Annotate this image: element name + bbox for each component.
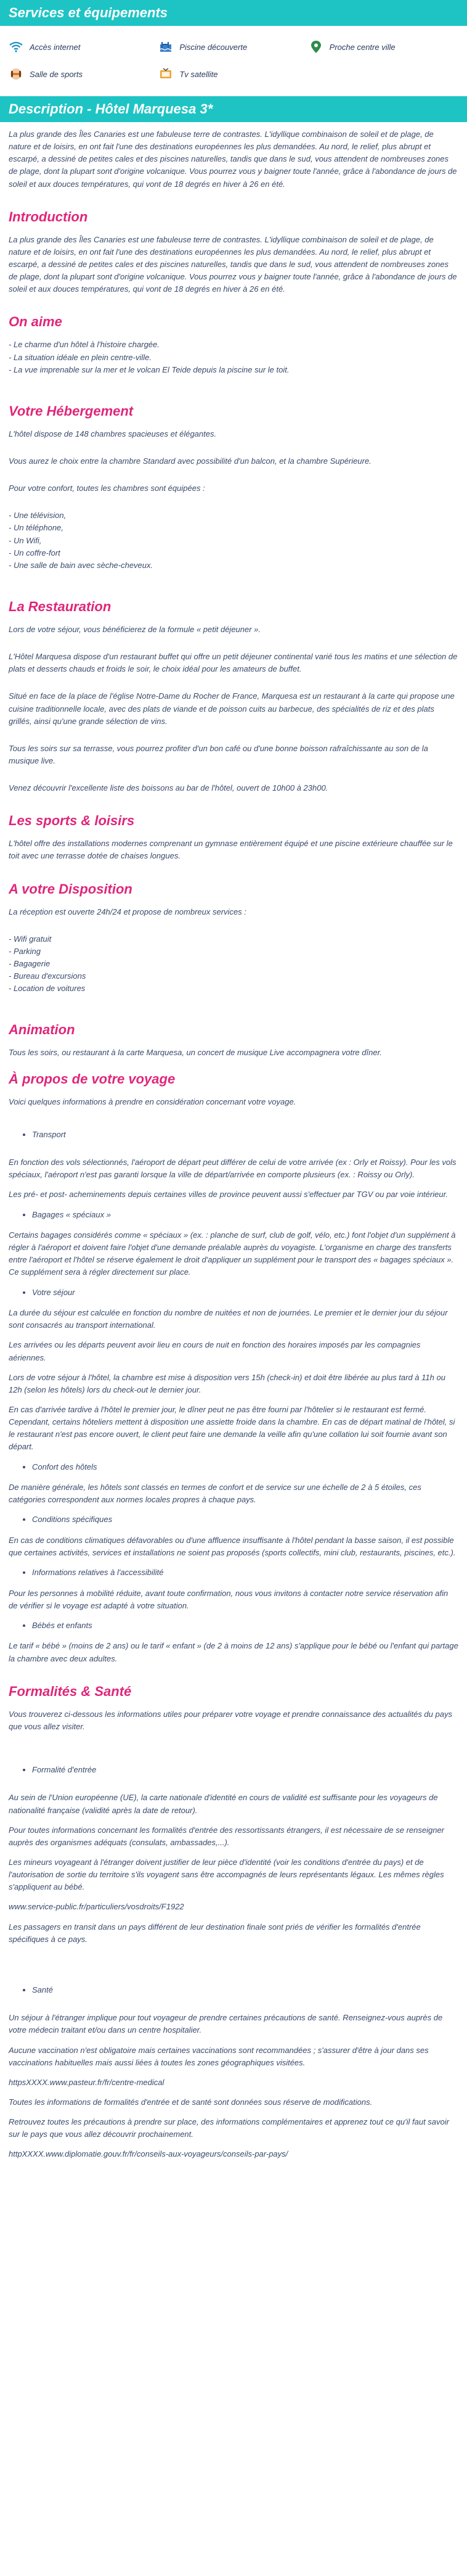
animation-text: Tous les soirs, ou restaurant à la carte Marquesa, un concert de musique Live accompagnera votre dîner.	[9, 1048, 383, 1058]
pool-icon	[158, 39, 173, 54]
animation-title: Animation	[9, 1022, 75, 1038]
entree-heading	[9, 1764, 458, 1776]
transport-label: • Transport	[32, 1129, 458, 1141]
service-gym	[9, 67, 158, 81]
access-p1: Pour les personnes à mobilité réduite, avant toute confirmation, nous vous invitons à contacter notre service réservation afin de vérifier si le voyage est adapté à votre situation.	[9, 1588, 449, 1610]
bagages-p1: Certains bagages considérés comme « spéciaux » (ex. : planche de surf, club de golf, vélo, etc.) font l'objet d'un supplément à régler à l'aéroport et doivent faire l'objet d'une demande préalable auprès du voyagiste. L'organisme en charge des transferts entre l'aéroport et l'hôtel se réserve également le droit d'appliquer un supplément pour le transport des « bagages spéciaux ». Ce supplément sera à régler directement sur place.	[9, 1230, 456, 1277]
entree-link[interactable]: www.service-public.fr/particuliers/vosdroits/F1922	[9, 1902, 184, 1912]
entree-p2: Pour toutes informations concernant les formalités d'entrée des ressortissants étrangers, il est nécessaire de se renseigner auprès des organismes adéquats (consulats, ambassades,...).	[9, 1825, 445, 1847]
on-aime-title: On aime	[9, 314, 62, 330]
hebergement-title: Votre Hébergement	[9, 403, 134, 419]
sante-link-2[interactable]: httpXXXX.www.diplomatie.gouv.fr/fr/conseils-aux-voyageurs/conseils-par-pays/	[9, 2149, 288, 2159]
confort-heading	[9, 1461, 458, 1473]
wifi-icon	[9, 39, 23, 54]
hebergement-p2: Vous aurez le choix entre la chambre Standard avec possibilité d'un balcon, et la chambre Supérieure.	[9, 456, 372, 466]
description-body	[0, 122, 467, 191]
bebes-label: • Bébés et enfants	[32, 1619, 458, 1632]
restauration-p2: L'Hôtel Marquesa dispose d'un restaurant buffet qui offre un petit déjeuner continental varié tous les matins et une sélection de plats et desserts chauds et froids le soir, le choix idéal pour les amateurs de buffet.	[9, 652, 458, 674]
sejour-heading	[9, 1286, 458, 1299]
entree-p3: Les mineurs voyageant à l'étranger doivent justifier de leur pièce d'identité (voir les conditions d'entrée du pays) et de l'autorisation de sortie du territoire s'ils voyagent sans être accompagnés de leurs représentants légaux. Les mêmes règles s'appliquent au bébé.	[9, 1857, 444, 1892]
service-pool	[158, 39, 308, 54]
service-tv	[158, 67, 308, 81]
service-label: Proche centre ville	[329, 42, 396, 52]
entree-p4: Les passagers en transit dans un pays différent de leur destination finale sont priés de vérifier les formalités d'entrée spécifiques à ce pays.	[9, 1922, 421, 1944]
disposition-item: - Location de voitures	[9, 984, 86, 994]
restauration-p4: Tous les soirs sur sa terrasse, vous pourrez profiter d'un bon café ou d'une bonne boisson rafraîchissante au son de la musique live.	[9, 743, 428, 765]
service-label: Tv satellite	[179, 69, 218, 79]
sante-link[interactable]: httpsXXXX.www.pasteur.fr/fr/centre-medical	[9, 2077, 164, 2087]
sante-p3: Toutes les informations de formalités d'entrée et de santé sont données sous réserve de modifications.	[9, 2097, 373, 2107]
introduction-text: La plus grande des Îles Canaries est une fabuleuse terre de contrastes. L'idyllique combinaison de soleil et de plage, de nature et de loisirs, en ont fait l'une des destinations européennes les plus demandées. Au nord, le relief, plus abrupt et escarpé, a dessiné de petites cales et des piscines naturelles, tandis que dans le sud, vous attendent de nombreuses zones de plage, dont la plupart sont d'origine volcanique. Vous pourrez vous y baigner toute l'année, grâce à l'abondance de jours de soleil et aux douces températures, qui vont de 18 degrés en hiver à 26 en été.	[9, 234, 457, 294]
service-location	[309, 39, 458, 54]
location-pin-icon	[309, 39, 323, 54]
sante-p4: Retrouvez toutes les précautions à prendre sur place, des informations complémentaires et apprenez tout ce qu'il faut savoir sur le pays que vous allez découvrir prochainement.	[9, 2117, 449, 2139]
hebergement-item: - Une télévision,	[9, 511, 67, 521]
hebergement-item: - Un téléphone,	[9, 523, 63, 533]
transport-p1: En fonction des vols sélectionnés, l'aéroport de départ peut différer de celui de votre arrivée (ex : Orly et Roissy). Pour les vols spéciaux, l'aéroport n'est pas garanti lorsque la ville de départ/arrivée en comporte plusieurs (ex. : Roissy ou Orly).	[9, 1158, 457, 1180]
disposition-item: - Wifi gratuit	[9, 934, 52, 944]
entree-p1: Au sein de l'Union européenne (UE), la carte nationale d'identité en cours de validité est suffisante pour les voyageurs de nationalité française (validité après la date de retour).	[9, 1793, 438, 1815]
confort-label: • Confort des hôtels	[32, 1461, 458, 1473]
restauration-p3: Situé en face de la place de l'église Notre-Dame du Rocher de France, Marquesa est un restaurant à la carte qui propose une cuisine traditionnelle locale, avec des plats de viande et de poisson cuits au barbecue, des spécialités de riz et des plats grillés, ainsi qu'une grande sélection de vins.	[9, 691, 455, 726]
on-aime-item: - La vue imprenable sur la mer et le volcan El Teide depuis la piscine sur le toit.	[9, 364, 290, 374]
service-label: Piscine découverte	[179, 42, 248, 52]
introduction-section	[0, 209, 467, 2161]
sante-label: • Santé	[32, 1984, 458, 1996]
apropos-intro: Voici quelques informations à prendre en considération concernant votre voyage.	[9, 1097, 296, 1107]
services-header: Services et équipements	[0, 0, 467, 26]
service-internet	[9, 39, 158, 54]
sports-title: Les sports & loisirs	[9, 813, 135, 829]
sejour-p1: La durée du séjour est calculée en fonction du nombre de nuitées et non de journées. Le premier et le dernier jour du séjour sont consacrés au transport international.	[9, 1308, 448, 1330]
hebergement-p1: L'hôtel dispose de 148 chambres spacieuses et élégantes.	[9, 429, 217, 438]
sante-p2: Aucune vaccination n'est obligatoire mais certaines vaccinations sont recommandées ; s'assurer d'être à jour dans ses vaccinations habituelles mais aussi liées à toutes les zones géographiques visitées.	[9, 2045, 429, 2067]
disposition-title: A votre Disposition	[9, 881, 132, 897]
hebergement-p3: Pour votre confort, toutes les chambres sont équipées :	[9, 484, 205, 493]
tv-icon	[158, 67, 173, 81]
sejour-p4: En cas d'arrivée tardive à l'hôtel le premier jour, le dîner peut ne pas être fourni par l'hôtelier si le restaurant est fermé. Cependant, certains hôteliers mettent à disposition une assiette froide dans la chambre. En cas de départ matinal de l'hôtel, si le restaurant n'est pas encore ouvert, le client peut faire une demande la veille afin qu'une collation lui soit fournie avant son départ.	[9, 1404, 455, 1452]
bagages-heading	[9, 1209, 458, 1221]
hebergement-item: - Un Wifi,	[9, 535, 42, 545]
sports-text: L'hôtel offre des installations modernes comprenant un gymnase entièrement équipé et une piscine extérieure chauffée sur le toit avec une terrasse dotée de chaises longues.	[9, 839, 453, 861]
sejour-p3: Lors de votre séjour à l'hôtel, la chambre est mise à disposition vers 15h (check-in) et doit être libérée au plus tard à 11h ou 12h (selon les hôtels) lors du check-out le dernier jour.	[9, 1372, 445, 1394]
service-label: Salle de sports	[30, 69, 83, 79]
sejour-p2: Les arrivées ou les départs peuvent avoir lieu en cours de nuit en fonction des horaires imposés par les compagnies aériennes.	[9, 1340, 421, 1362]
restauration-p1: Lors de votre séjour, vous bénéficierez de la formule « petit déjeuner ».	[9, 624, 261, 634]
transport-heading	[9, 1129, 458, 1141]
sante-p1: Un séjour à l'étranger implique pour tout voyageur de prendre certaines précautions de santé. Renseignez-vous auprès de votre médecin traitant et/ou dans un centre hospitalier.	[9, 2013, 443, 2035]
description-text: La plus grande des Îles Canaries est une fabuleuse terre de contrastes. L'idyllique combinaison de soleil et de plage, de nature et de loisirs, en ont fait l'une des destinations européennes les plus demandées. Au nord, le relief, plus abrupt et escarpé, a dessiné de petites cales et des piscines naturelles, tandis que dans le sud, vous attendent de nombreuses zones de plage, dont la plupart sont d'origine volcanique. Vous pourrez vous y baigner toute l'année, grâce à l'abondance de jours de soleil et aux douces températures, qui vont de 18 degrés en hiver à 26 en été.	[9, 130, 457, 189]
access-heading	[9, 1566, 458, 1579]
entree-label: • Formalité d'entrée	[32, 1764, 458, 1776]
formalites-title: Formalités & Santé	[9, 1683, 132, 1699]
description-header: Description - Hôtel Marquesa 3*	[0, 96, 467, 122]
hebergement-item: - Un coffre-fort	[9, 548, 60, 558]
introduction-title: Introduction	[9, 208, 88, 224]
on-aime-item: - Le charme d'un hôtel à l'histoire chargée.	[9, 340, 160, 350]
disposition-item: - Bagagerie	[9, 958, 51, 968]
bebes-heading	[9, 1619, 458, 1632]
disposition-list	[9, 933, 458, 995]
services-grid	[0, 26, 467, 96]
hebergement-list	[9, 509, 458, 572]
dumbbell-icon	[9, 67, 23, 81]
on-aime-item: - La situation idéale en plein centre-ville.	[9, 352, 152, 362]
service-label: Accès internet	[30, 42, 81, 52]
restauration-p5: Venez découvrir l'excellente liste des boissons au bar de l'hôtel, ouvert de 10h00 à 23h00.	[9, 783, 328, 793]
formalites-intro: Vous trouverez ci-dessous les informations utiles pour préparer votre voyage et prendre connaissance des actualités du pays que vous allez visiter.	[9, 1709, 452, 1731]
bagages-label: • Bagages « spéciaux »	[32, 1209, 458, 1221]
disposition-item: - Bureau d'excursions	[9, 971, 86, 981]
sejour-label: • Votre séjour	[32, 1286, 458, 1299]
conditions-p1: En cas de conditions climatiques défavorables ou d'une affluence insuffisante à l'hôtel pendant la basse saison, il est possible que certaines activités, services et installations ne soient pas proposés (sports collectifs, mini club, restaurants, piscines, etc.).	[9, 1535, 456, 1557]
conditions-label: • Conditions spécifiques	[32, 1513, 458, 1526]
conditions-heading	[9, 1513, 458, 1526]
apropos-title: À propos de votre voyage	[9, 1071, 176, 1087]
restauration-title: La Restauration	[9, 598, 112, 614]
hebergement-item: - Une salle de bain avec sèche-cheveux.	[9, 560, 153, 570]
bebes-p1: Le tarif « bébé » (moins de 2 ans) ou le tarif « enfant » (de 2 à moins de 12 ans) s'applique pour le bébé ou l'enfant qui partage la chambre avec deux adultes.	[9, 1641, 458, 1663]
disposition-item: - Parking	[9, 946, 41, 956]
sante-heading	[9, 1984, 458, 1996]
confort-p1: De manière générale, les hôtels sont classés en termes de confort et de service sur une échelle de 2 à 5 étoiles, ces catégories correspondent aux normes locales propres à chaque pays.	[9, 1483, 421, 1505]
on-aime-list	[9, 339, 458, 376]
access-label: • Informations relatives à l'accessibilité	[32, 1566, 458, 1579]
disposition-p1: La réception est ouverte 24h/24 et propose de nombreux services :	[9, 907, 246, 916]
transport-p2: Les pré- et post- acheminements depuis certaines villes de province peuvent aussi s'effectuer par TGV ou par voie intérieur.	[9, 1190, 449, 1200]
